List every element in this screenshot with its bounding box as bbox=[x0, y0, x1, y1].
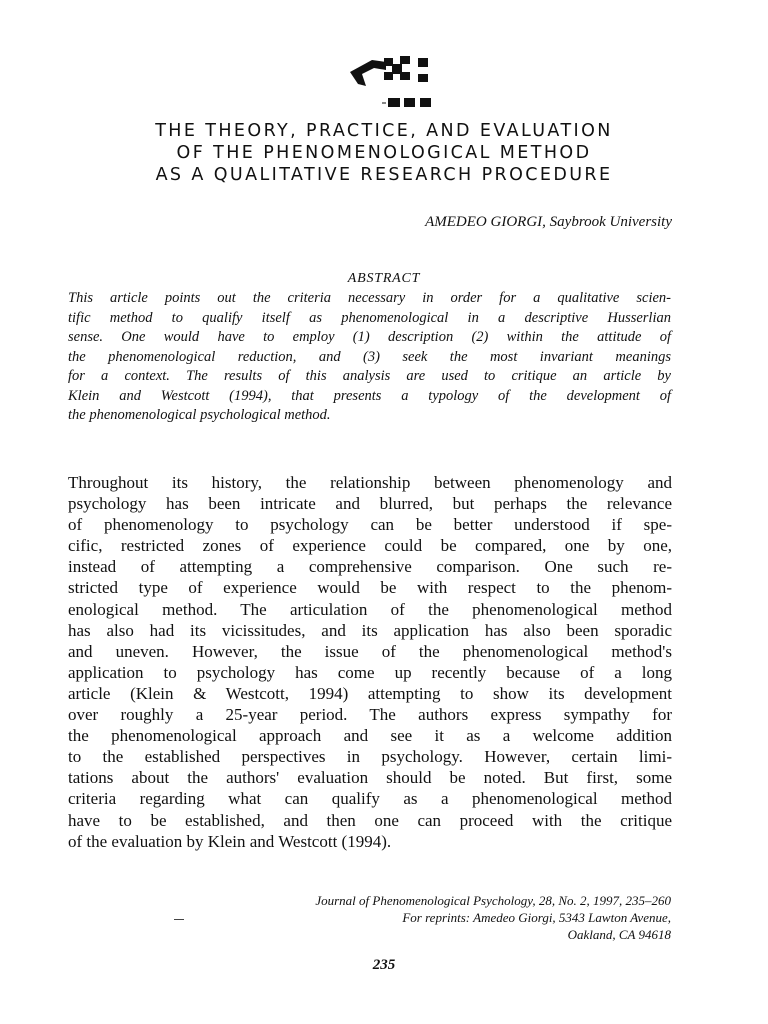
reprints-line: For reprints: Amedeo Giorgi, 5343 Lawton Avenue, bbox=[402, 910, 671, 925]
body-line: has also had its vicissitudes, and its application has also been sporadic bbox=[68, 620, 672, 640]
body-line: criteria regarding what can qualify as a phenomenological method bbox=[68, 789, 672, 809]
body-line: stricted type of experience would be with respect to the phenom- bbox=[68, 578, 672, 598]
body-line: psychology has been intricate and blurred, but perhaps the relevance bbox=[68, 494, 672, 514]
abstract-heading-text: ABSTRACT bbox=[347, 271, 421, 286]
abstract-line: sense. One would have to employ (1) description (2) within the attitude of bbox=[68, 329, 671, 345]
abstract-line: Klein and Westcott (1994), that presents a typology of the development of bbox=[68, 387, 671, 404]
author-byline: AMEDEO GIORGI, Saybrook University bbox=[425, 214, 672, 230]
abstract-heading bbox=[0, 271, 768, 287]
body-line: to the established perspectives in psychology. However, certain limi- bbox=[68, 747, 672, 767]
body-line: over roughly a 25-year period. The authors express sympathy for bbox=[68, 705, 672, 725]
body-line: of the evaluation by Klein and Westcott (1994). bbox=[68, 831, 392, 851]
journal-logo-icon bbox=[342, 50, 438, 112]
body-line: of phenomenology to psychology can be better understood if spe- bbox=[68, 515, 672, 535]
page-number: 235 bbox=[372, 957, 396, 973]
body-line: instead of attempting a comprehensive comparison. One such re- bbox=[68, 557, 672, 577]
footnote bbox=[315, 892, 671, 943]
title-line: OF THE PHENOMENOLOGICAL METHOD bbox=[176, 143, 592, 163]
abstract-line: This article points out the criteria necessary in order for a qualitative scien- bbox=[68, 290, 671, 306]
body-line: cific, restricted zones of experience could be compared, one by one, bbox=[68, 536, 672, 556]
body-line: have to be established, and then one can proceed with the critique bbox=[68, 810, 672, 830]
body-paragraph bbox=[68, 472, 672, 852]
article-title bbox=[60, 120, 708, 186]
body-line: and uneven. However, the issue of the phenomenological method's bbox=[68, 641, 672, 661]
body-line: Throughout its history, the relationship between phenomenology and bbox=[68, 473, 672, 492]
journal-citation: Journal of Phenomenological Psychology, 28, No. 2, 1997, 235–260 bbox=[315, 893, 671, 908]
abstract-body bbox=[68, 289, 671, 426]
abstract-line: the phenomenological psychological method. bbox=[68, 407, 331, 423]
title-line: AS A QUALITATIVE RESEARCH PROCEDURE bbox=[155, 165, 613, 185]
abstract-line: the phenomenological reduction, and (3) seek the most invariant meanings bbox=[68, 348, 671, 365]
body-line: application to psychology has come up recently because of a long bbox=[68, 662, 672, 682]
abstract-line: tific method to qualify itself as phenomenological in a descriptive Husserlian bbox=[68, 309, 671, 326]
body-line: tations about the authors' evaluation should be noted. But first, some bbox=[68, 768, 672, 788]
reprints-address: Oakland, CA 94618 bbox=[567, 927, 671, 942]
title-line: THE THEORY, PRACTICE, AND EVALUATION bbox=[155, 121, 613, 141]
body-line: enological method. The articulation of the phenomenological method bbox=[68, 599, 672, 619]
body-line: article (Klein & Westcott, 1994) attempting to show its development bbox=[68, 683, 672, 703]
scan-mark bbox=[174, 919, 184, 920]
body-line: the phenomenological approach and see it as a welcome addition bbox=[68, 726, 672, 746]
abstract-line: for a context. The results of this analysis are used to critique an article by bbox=[68, 368, 671, 384]
